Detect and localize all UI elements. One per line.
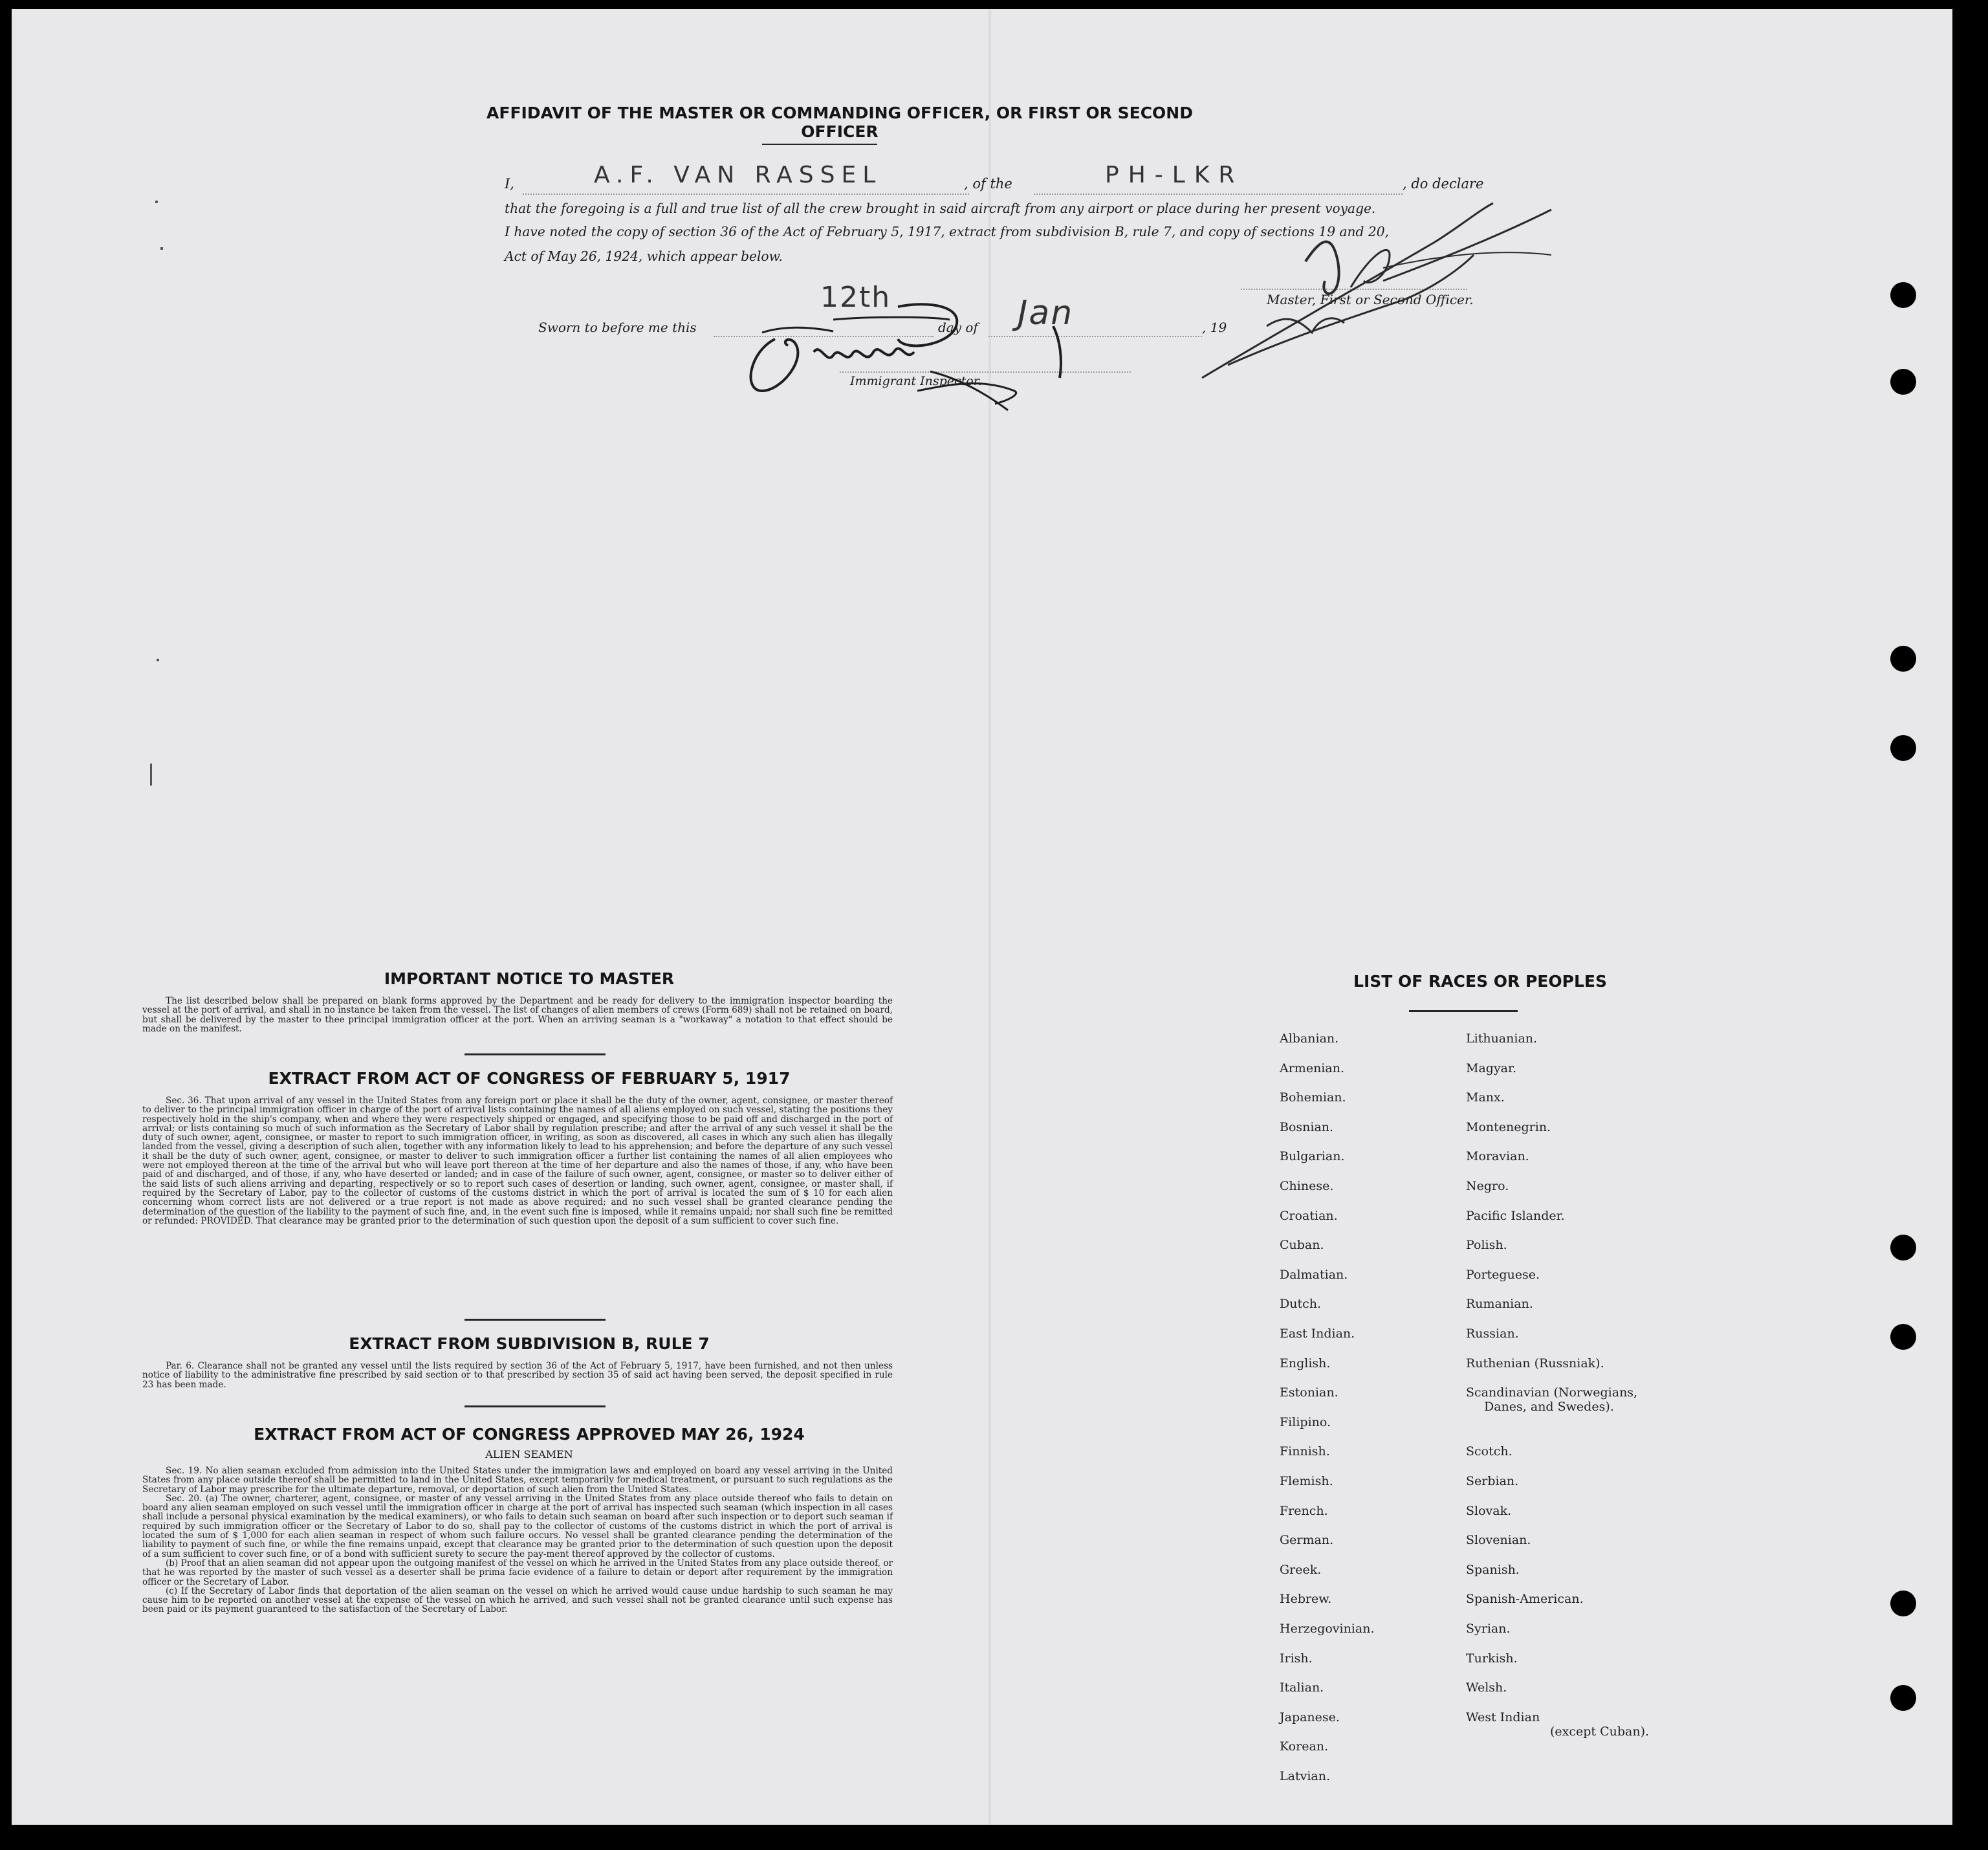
year-prefix: , 19	[1202, 320, 1227, 335]
extract1917-rule	[464, 1319, 606, 1321]
race-item: French.	[1280, 1503, 1328, 1518]
binder-hole	[1890, 282, 1916, 308]
notice-paragraph: The list described below shall be prepared on blank forms approved by the Department and be ready for delivery to the immigration inspector boarding the vessel at the port of arrival, and shall in no instance be taken from the vessel. The list of changes of alien members of crews (Form 689) shall not be retained on board, but shall be delivered by the master to thee principal immigration officer at the port. When an arriving seaman is a "workaway" a notation to that effect should be made on the manifest.	[142, 996, 893, 1034]
officer-name-handwritten: A.F. VAN RASSEL	[594, 162, 882, 188]
race-item: Serbian.	[1466, 1474, 1519, 1488]
race-item: Filipino.	[1280, 1415, 1331, 1429]
document-page	[12, 9, 1952, 1825]
binder-hole	[1890, 1235, 1916, 1261]
alien-seamen-subtitle: ALIEN SEAMEN	[485, 1448, 573, 1460]
sec19-paragraph: Sec. 19. No alien seaman excluded from admission into the United States under the immigration laws and employed on board any vessel arriving in the United States from any place outside thereof shall be permitted to land in the United States, except temporarily for medical treatment, or pursuant to such regulations as the Secretary of Labor may prescribe for the ultimate departure, removal, or deportation of such alien from the United States.	[142, 1466, 893, 1495]
inspector-caption: Immigrant Inspector.	[850, 374, 982, 388]
extract1924-title: EXTRACT FROM ACT OF CONGRESS APPROVED MAY 26, 1924	[254, 1425, 805, 1444]
extract1917-title: EXTRACT FROM ACT OF CONGRESS OF FEBRUARY 5, 1917	[268, 1069, 791, 1088]
sec20c-paragraph: (c) If the Secretary of Labor finds that deportation of the alien seaman on the vessel on which he arrived would cause undue hardship to such seaman he may cause him to be reported on another vessel at the expense of the vessel on which he arrived, and such vessel shall not be granted clearance until such expense has been paid or its payment guaranteed to the satisfaction of the Secretary of Labor.	[142, 1585, 893, 1615]
day-of-label: day of	[938, 320, 978, 335]
notice-rule	[464, 1053, 606, 1055]
subdivision-paragraph: Par. 6. Clearance shall not be granted any vessel until the lists required by section 36 of the Act of February 5, 1917, have been furnished, and not then unless notice of liability to the administrative fine prescribed by said section or to that prescribed by section 35 of said act having been served, the deposit specified in rule 23 has been made.	[142, 1361, 893, 1390]
affidavit-line-3: I have noted the copy of section 36 of the Act of February 5, 1917, extract from subdivision B, rule 7, and copy of sections 19 and 20,	[505, 224, 1389, 239]
binder-hole	[1890, 369, 1916, 395]
race-item: Scotch.	[1466, 1444, 1513, 1459]
race-item: Bosnian.	[1280, 1119, 1334, 1134]
race-item: Slovak.	[1466, 1503, 1512, 1518]
race-item: German.	[1280, 1533, 1334, 1548]
binder-hole	[1890, 646, 1916, 672]
race-item: Porteguese.	[1466, 1267, 1540, 1282]
inspector-signature	[736, 281, 1098, 423]
race-item: Italian.	[1280, 1680, 1324, 1695]
race-item: East Indian.	[1280, 1327, 1355, 1341]
sec20b-paragraph: (b) Proof that an alien seaman did not appear upon the outgoing manifest of the vessel on which he arrived in the United States from any place outside thereof, or that he was reported by the master of such vessel as a deserter shall be prima facie evidence of a failure to detain or deport after requirement by the immigration officer or the Secretary of Labor.	[142, 1558, 893, 1587]
race-item: Spanish-American.	[1466, 1592, 1584, 1607]
do-declare-label: , do declare	[1403, 176, 1484, 192]
race-item: Japanese.	[1280, 1710, 1340, 1724]
race-item: Magyar.	[1466, 1061, 1517, 1075]
race-item: Croatian.	[1280, 1208, 1338, 1223]
subdivision-title: EXTRACT FROM SUBDIVISION B, RULE 7	[349, 1334, 710, 1353]
race-item: Lithuanian.	[1466, 1031, 1538, 1046]
of-the-label: , of the	[964, 176, 1012, 192]
notice-title: IMPORTANT NOTICE TO MASTER	[384, 969, 675, 988]
subdivision-text	[142, 1361, 893, 1389]
race-item: English.	[1280, 1356, 1331, 1371]
races-title: LIST OF RACES OR PEOPLES	[1353, 972, 1607, 991]
affidavit-i-label: I,	[505, 176, 514, 192]
speck	[155, 201, 158, 203]
race-item: Scandinavian (Norwegians,	[1466, 1385, 1638, 1400]
race-item: Rumanian.	[1466, 1297, 1533, 1312]
race-item: Polish.	[1466, 1238, 1507, 1253]
race-item: Hebrew.	[1280, 1592, 1332, 1607]
race-item: Turkish.	[1466, 1651, 1518, 1666]
officer-signature	[1189, 190, 1642, 397]
race-item-continuation: Danes, and Swedes).	[1484, 1400, 1614, 1415]
speck	[150, 764, 152, 786]
extract1917-text	[142, 1096, 893, 1226]
race-item: Cuban.	[1280, 1238, 1324, 1253]
officer-caption: Master, First or Second Officer.	[1267, 292, 1474, 307]
binder-hole	[1890, 1685, 1916, 1711]
binder-hole	[1890, 1591, 1916, 1616]
binder-hole	[1890, 735, 1916, 761]
race-item: Spanish.	[1466, 1562, 1520, 1577]
affidavit-line-4: Act of May 26, 1924, which appear below.	[505, 248, 783, 264]
affidavit-line-2: that the foregoing is a full and true list of all the crew brought in said aircraft from any airport or place during her present voyage.	[505, 201, 1376, 216]
race-item: Armenian.	[1280, 1061, 1344, 1075]
sec20a-paragraph: Sec. 20. (a) The owner, charterer, agent, consignee, or master of any vessel arriving in the United States from any place outside thereof who fails to detain on board any alien seaman employed on such vessel until the immigration officer in charge at the port of arrival has inspected such seaman (which inspection in all cases shall include a personal physical examination by the medical examiners), or who fails to detain such seaman on board after such inspection or to deport such seaman if required by such immigration officer or the Secretary of Labor to do so, shall pay to the collector of customs of the customs district in which the port of arrival is located the sum of $ 1,000 for each alien seaman in respect of whom such failure occurs. No vessel shall be granted clearance pending the determination of the liability to payment of such fine, or while the fine remains unpaid, except that clearance may be granted prior to the determination of such question upon the deposit of a sum sufficient to cover such fine, or of a bond with sufficient surety to secure the pay-ment thereof approved by the collector of customs.	[142, 1493, 893, 1559]
race-item: Estonian.	[1280, 1385, 1338, 1400]
speck	[160, 247, 163, 250]
race-item: Chinese.	[1280, 1179, 1334, 1193]
race-item: Dalmatian.	[1280, 1267, 1348, 1282]
race-item: Negro.	[1466, 1179, 1509, 1193]
race-item: Ruthenian (Russniak).	[1466, 1356, 1604, 1371]
binder-hole	[1890, 1324, 1916, 1350]
race-item: Syrian.	[1466, 1622, 1511, 1636]
race-item: Finnish.	[1280, 1444, 1330, 1459]
sworn-label: Sworn to before me this	[538, 320, 697, 335]
speck	[157, 659, 159, 661]
race-item: Russian.	[1466, 1327, 1519, 1341]
aircraft-handwritten: PH-LKR	[1105, 162, 1244, 188]
subdivision-rule	[464, 1405, 606, 1407]
race-item: Dutch.	[1280, 1297, 1322, 1312]
race-item: Albanian.	[1280, 1031, 1339, 1046]
race-item: Korean.	[1280, 1739, 1329, 1754]
affidavit-title-rule	[762, 144, 877, 145]
race-item: Montenegrin.	[1466, 1119, 1551, 1134]
day-handwritten: 12th	[820, 281, 891, 314]
race-item: Slovenian.	[1466, 1533, 1531, 1548]
affidavit-title: AFFIDAVIT OF THE MASTER OR COMMANDING OFFICER, OR FIRST OR SECOND OFFICER	[486, 104, 1193, 141]
race-item: Flemish.	[1280, 1474, 1333, 1488]
race-item: Bohemian.	[1280, 1090, 1346, 1105]
race-item: Manx.	[1466, 1090, 1505, 1105]
race-item: Bulgarian.	[1280, 1149, 1345, 1164]
race-item: Latvian.	[1280, 1769, 1330, 1783]
race-item-continuation: (except Cuban).	[1550, 1724, 1650, 1739]
race-item: Greek.	[1280, 1562, 1322, 1577]
race-item: Irish.	[1280, 1651, 1313, 1666]
extract1917-paragraph: Sec. 36. That upon arrival of any vessel in the United States from any foreign port or place it shall be the duty of the owner, agent, consignee, or master thereof to deliver to the principal immigration officer in charge of the port of arrival lists containing the names of all aliens employed on such vessel, stating the positions they respectively hold in the ship's company, when and where they were respectively shipped or engaged, and specifying those to be paid off and discharged in the port of arrival; or lists containing so much of such information as the Secretary of Labor shall by regulation prescribe; and after the arrival of any such vessel it shall be the duty of such owner, agent, consignee, or master to report to such immigration officer, in writing, as soon as discovered, all cases in which any such alien has illegally landed from the vessel, giving a description of such alien, together with any information likely to lead to his apprehension; and before the departure of any such vessel it shall be the duty of such owner, agent, consignee, or master to deliver to such immigration officer a further list containing the names of all alien employees who were not employed thereon at the time of the arrival but who will leave port thereon at the time of her departure and also the names of those, if any, who have been paid of and discharged, and of those, if any, who have deserted or landed; and in case of the failure of such owner, agent, consignee, or master so to deliver either of the said lists of such aliens arriving and departing, respectively or so to report such cases of desertion or landing, such owner, agent, consignee, or master shall, if required by the Secretary of Labor, pay to the collector of customs of the customs district in which the port of arrival is located the sum of $ 10 for each alien concerning whom correct lists are not delivered or a true report is not made as above required; and no such vessel shall be granted clearance pending the determination of the question of the liability to the payment of such fine, and, in the event such fine is imposed, while it remains unpaid; nor shall such fine be remitted or refunded: PROVIDED. That clearance may be granted prior to the determination of such question upon the deposit of a sum sufficient to cover such fine.	[142, 1096, 893, 1226]
name-dotline	[523, 193, 969, 195]
notice-text	[142, 997, 893, 1033]
race-item: West Indian	[1466, 1710, 1540, 1724]
races-rule	[1409, 1010, 1518, 1012]
month-handwritten: Jan	[1018, 294, 1074, 333]
race-item: Welsh.	[1466, 1680, 1507, 1695]
race-item: Pacific Islander.	[1466, 1208, 1565, 1223]
race-item: Moravian.	[1466, 1149, 1529, 1164]
extract1924-text	[142, 1466, 893, 1614]
race-item: Herzegovinian.	[1280, 1622, 1375, 1636]
